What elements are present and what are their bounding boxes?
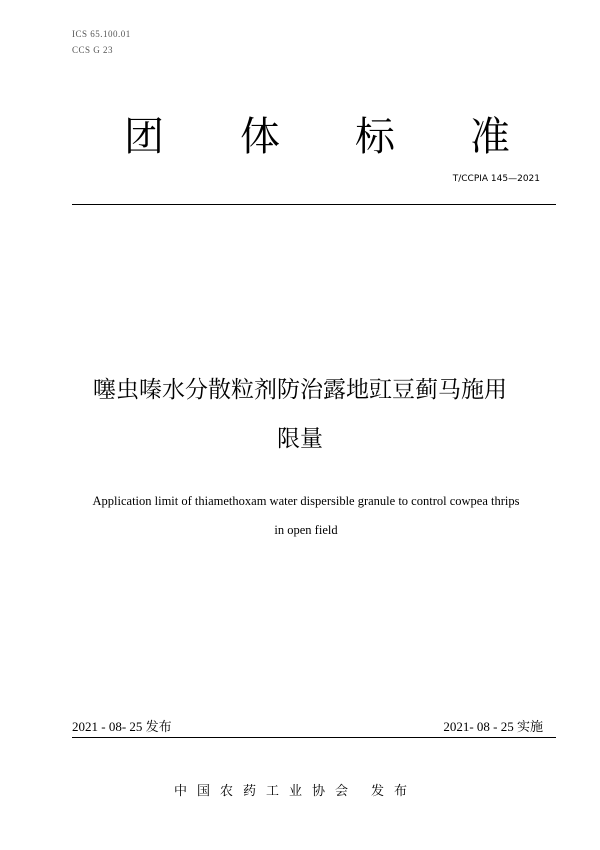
ics-code: ICS 65.100.01: [72, 29, 131, 39]
chinese-title-line-1: 噻虫嗪水分散粒剂防治露地豇豆蓟马施用: [93, 377, 507, 403]
chinese-title-line-2: 限量: [277, 426, 323, 452]
bottom-divider: [72, 737, 556, 738]
title-char: 体: [240, 114, 280, 160]
title-char: 团: [124, 114, 164, 160]
release-date: 2021 - 08- 25 发布: [72, 719, 172, 734]
ccs-code: CCS G 23: [72, 45, 114, 55]
document-type-title: [0, 112, 600, 162]
english-title-line-2: in open field: [274, 523, 338, 537]
issue-label: 发布: [371, 784, 418, 799]
standard-number: T/CCPIA 145—2021: [452, 174, 540, 184]
title-char: 准: [470, 114, 510, 160]
english-title-line-1: Application limit of thiamethoxam water dispersible granule to control cowpea thrips: [92, 494, 520, 508]
top-divider: [72, 204, 556, 205]
issuing-organization: 中国农药工业协会: [174, 784, 359, 799]
title-char: 标: [355, 114, 395, 160]
implementation-date: 2021- 08 - 25 实施: [443, 719, 543, 734]
